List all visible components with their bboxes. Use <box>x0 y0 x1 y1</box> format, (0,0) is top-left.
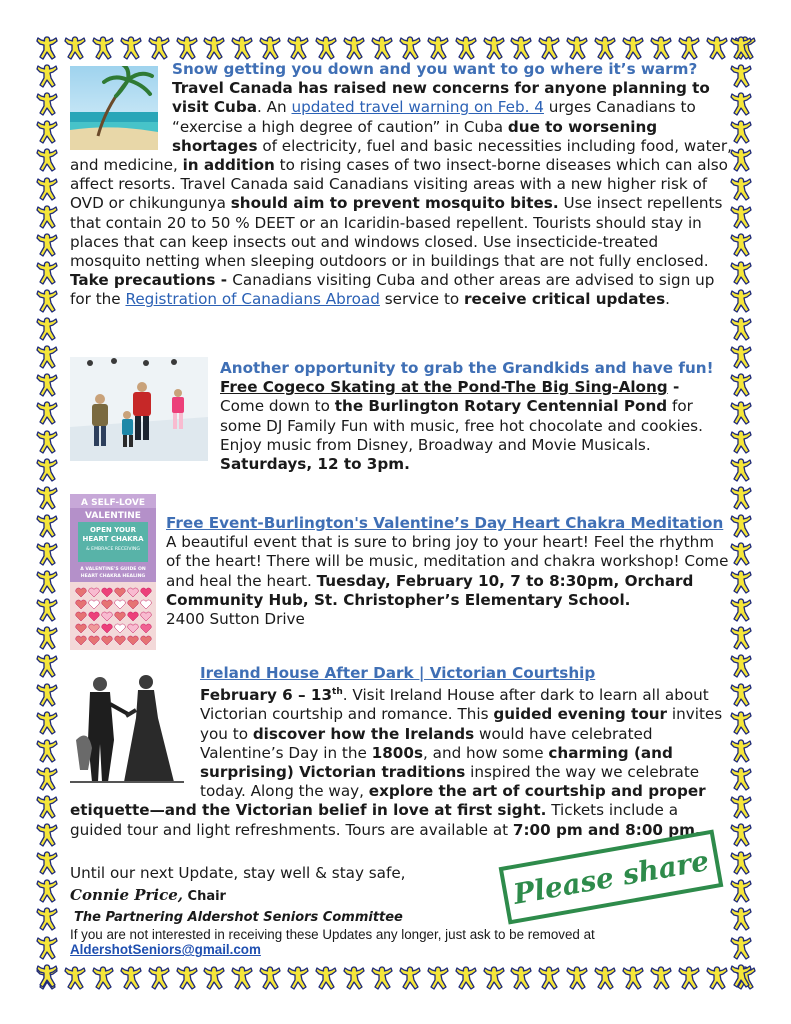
border-star-figure-icon <box>231 966 253 990</box>
cuba-lead: Travel Canada has raised new concerns for anyone planning to visit Cuba <box>172 79 710 117</box>
border-star-figure-icon <box>730 598 752 622</box>
border-star-figure-icon <box>259 36 281 60</box>
skating-section <box>70 357 732 474</box>
skating-time: Saturdays, 12 to 3pm. <box>220 455 410 474</box>
border-star-figure-icon <box>650 36 672 60</box>
border-star-figure-icon <box>730 711 752 735</box>
valentine-text: A beautiful event that is sure to bring joy to your heart! Feel the rhythm of the heart! There will be music, meditation and chakra workshop! Come and heal the heart. <box>166 533 729 590</box>
border-star-figure-icon <box>730 683 752 707</box>
border-star-figure-icon <box>371 36 393 60</box>
valentine-details: Tuesday, February 10, 7 to 8:30pm, Orchard Community Hub, St. Christopher’s Elementary School. <box>166 571 694 609</box>
book-line7: HEART CHAKRA HEALING <box>80 574 146 579</box>
border-star-figure-icon <box>730 345 752 369</box>
valentine-section <box>70 494 732 654</box>
border-star-figure-icon <box>594 36 616 60</box>
border-star-figure-icon <box>455 966 477 990</box>
border-star-figure-icon <box>36 626 58 650</box>
border-star-figure-icon <box>36 654 58 678</box>
border-star-figure-icon <box>36 373 58 397</box>
book-line3: OPEN YOUR <box>89 526 137 534</box>
border-star-figure-icon <box>36 739 58 763</box>
book-line5: & EMBRACE RECEIVING <box>86 547 140 552</box>
book-line1: A SELF-LOVE <box>80 498 146 508</box>
valentine-address: 2400 Sutton Drive <box>166 610 305 629</box>
border-star-figure-icon <box>36 345 58 369</box>
border-star-figure-icon <box>36 542 58 566</box>
committee-name: The Partnering Aldershot Seniors Committee <box>74 910 403 926</box>
border-star-figure-icon <box>36 879 58 903</box>
border-star-figure-icon <box>36 767 58 791</box>
registration-link[interactable]: Registration of Canadians Abroad <box>125 290 380 309</box>
cuba-bold: should aim to prevent mosquito bites. <box>230 194 559 213</box>
border-star-figure-icon <box>36 289 58 313</box>
cuba-text: urges Canadians to “exercise a high degree of caution” in Cuba <box>172 98 696 136</box>
border-star-figure-icon <box>399 966 421 990</box>
cuba-text: Canadians visiting Cuba and other areas are advised to sign up for the <box>70 271 715 309</box>
book-line2: VALENTINE <box>85 511 141 521</box>
victorian-couple-image <box>70 670 184 788</box>
border-star-figure-icon <box>510 36 532 60</box>
border-star-figure-icon <box>36 177 58 201</box>
border-star-figure-icon <box>730 36 752 60</box>
border-star-figure-icon <box>231 36 253 60</box>
valentine-book-cover <box>70 494 156 650</box>
border-star-figure-icon <box>36 598 58 622</box>
border-star-figure-icon <box>36 823 58 847</box>
cuba-text: . <box>665 290 670 309</box>
border-star-figure-icon <box>730 317 752 341</box>
border-star-figure-icon <box>706 966 728 990</box>
border-star-figure-icon <box>730 401 752 425</box>
border-star-figure-icon <box>730 120 752 144</box>
ireland-bold: guided evening tour <box>493 705 668 724</box>
border-star-figure-icon <box>730 936 752 960</box>
closing-line: Until our next Update, stay well & stay safe, <box>70 864 406 882</box>
ireland-bold: discover how the Irelands <box>252 724 475 743</box>
skating-heading: Another opportunity to grab the Grandkids and have fun! <box>220 359 714 377</box>
ireland-bold: 1800s <box>371 743 423 762</box>
border-star-figure-icon <box>36 851 58 875</box>
border-star-figure-icon <box>730 261 752 285</box>
border-star-figure-icon <box>427 36 449 60</box>
border-star-figure-icon <box>566 966 588 990</box>
border-star-figure-icon <box>36 514 58 538</box>
border-star-figure-icon <box>730 851 752 875</box>
border-star-figure-icon <box>650 966 672 990</box>
border-star-figure-icon <box>730 289 752 313</box>
border-star-figure-icon <box>730 739 752 763</box>
ireland-times: 7:00 pm and 8:00 pm. <box>512 820 701 839</box>
skating-text: for some DJ Family Fun with music, free hot chocolate and cookies. Enjoy music from Disney, Broadway and Movie Musicals. <box>220 397 703 454</box>
border-star-figure-icon <box>678 966 700 990</box>
border-star-figure-icon <box>730 823 752 847</box>
border-star-figure-icon <box>36 430 58 454</box>
ireland-text: invites you to <box>200 705 723 743</box>
border-star-figure-icon <box>36 64 58 88</box>
border-star-figure-icon <box>148 966 170 990</box>
border-star-figure-icon <box>36 233 58 257</box>
border-star-figure-icon <box>36 92 58 116</box>
cuba-text: . An <box>256 98 292 117</box>
border-star-figure-icon <box>730 654 752 678</box>
border-star-figure-icon <box>343 966 365 990</box>
border-star-figure-icon <box>315 966 337 990</box>
border-star-figure-icon <box>399 36 421 60</box>
ireland-text: . Visit Ireland House after dark to learn all about Victorian courtship and romance. This <box>200 686 709 724</box>
border-star-figure-icon <box>176 36 198 60</box>
border-star-figure-icon <box>730 879 752 903</box>
border-star-figure-icon <box>622 966 644 990</box>
skating-text: Come down to <box>220 397 335 416</box>
border-star-figure-icon <box>36 458 58 482</box>
border-star-figure-icon <box>730 964 752 988</box>
border-star-figure-icon <box>730 430 752 454</box>
border-star-figure-icon <box>36 401 58 425</box>
ireland-text: Tickets include a guided tour and light refreshments. Tours are available at <box>70 801 679 839</box>
border-star-figure-icon <box>36 964 58 988</box>
cuba-text: of electricity, fuel and basic necessities including food, water, and medicine, <box>70 136 732 175</box>
border-star-figure-icon <box>730 570 752 594</box>
cuba-text: Use insect repellents that contain 20 to 50 % DEET or an Icaridin-based repellent. Tourists should stay in places that can keep insects out and windows closed. Use insecticide-treated mosquito netting when sleeping outdoors or in buildings that are not fully enclosed. <box>70 194 723 271</box>
cuba-paragraph <box>70 60 732 310</box>
signature-role: Chair <box>183 889 226 905</box>
border-star-figure-icon <box>455 36 477 60</box>
border-star-figure-icon <box>148 36 170 60</box>
border-star-figure-icon <box>371 966 393 990</box>
border-star-figure-icon <box>622 36 644 60</box>
border-star-figure-icon <box>483 36 505 60</box>
border-star-figure-icon <box>730 486 752 510</box>
ireland-text: , and how some <box>422 743 549 762</box>
border-star-figure-icon <box>36 570 58 594</box>
border-star-figure-icon <box>259 966 281 990</box>
border-star-figure-icon <box>730 177 752 201</box>
travel-warning-link[interactable]: updated travel warning on Feb. 4 <box>291 98 544 117</box>
border-right <box>730 36 756 988</box>
border-star-figure-icon <box>64 966 86 990</box>
border-star-figure-icon <box>730 907 752 931</box>
ireland-date-suffix: th <box>332 687 343 698</box>
border-star-figure-icon <box>538 36 560 60</box>
border-star-figure-icon <box>730 514 752 538</box>
border-top <box>36 36 756 62</box>
ireland-bold: charming (and surprising) Victorian traditions <box>200 743 673 782</box>
border-star-figure-icon <box>730 64 752 88</box>
border-star-figure-icon <box>730 542 752 566</box>
border-star-figure-icon <box>36 795 58 819</box>
skating-family-image <box>70 357 208 461</box>
border-bottom <box>36 966 756 992</box>
border-star-figure-icon <box>36 936 58 960</box>
border-star-figure-icon <box>36 148 58 172</box>
border-star-figure-icon <box>730 373 752 397</box>
border-star-figure-icon <box>730 233 752 257</box>
precautions-label: Take precautions - <box>70 271 233 290</box>
valentine-title: Free Event-Burlington's Valentine’s Day Heart Chakra Meditation <box>166 514 724 532</box>
cuba-section <box>70 60 732 310</box>
border-star-figure-icon <box>730 458 752 482</box>
beach-palm-image <box>70 66 158 150</box>
border-star-figure-icon <box>92 966 114 990</box>
border-star-figure-icon <box>510 966 532 990</box>
border-star-figure-icon <box>730 205 752 229</box>
border-star-figure-icon <box>566 36 588 60</box>
border-star-figure-icon <box>36 36 58 60</box>
border-star-figure-icon <box>287 36 309 60</box>
border-star-figure-icon <box>203 966 225 990</box>
ireland-title: Ireland House After Dark | Victorian Courtship <box>200 664 596 682</box>
border-star-figure-icon <box>730 148 752 172</box>
border-star-figure-icon <box>706 36 728 60</box>
border-star-figure-icon <box>36 711 58 735</box>
skating-dash: - <box>667 378 680 397</box>
ireland-text: inspired the way we celebrate today. Along the way, <box>200 763 700 801</box>
email-link[interactable]: AldershotSeniors@gmail.com <box>70 942 261 958</box>
border-star-figure-icon <box>427 966 449 990</box>
border-star-figure-icon <box>64 36 86 60</box>
skating-title: Free Cogeco Skating at the Pond-The Big Sing-Along <box>220 378 668 397</box>
border-star-figure-icon <box>538 966 560 990</box>
border-star-figure-icon <box>36 205 58 229</box>
border-star-figure-icon <box>730 92 752 116</box>
border-star-figure-icon <box>36 907 58 931</box>
ireland-text: would have celebrated Valentine’s Day in the <box>200 724 653 762</box>
cuba-text: to rising cases of two insect-borne diseases which can also affect resorts. Travel Canada said Canadians visiting areas with a new higher risk of OVD or chikungunya <box>70 156 728 213</box>
cuba-text: service to <box>379 290 465 309</box>
cuba-heading: Snow getting you down and you want to go where it’s warm? <box>172 60 698 78</box>
border-star-figure-icon <box>36 261 58 285</box>
valentine-paragraph <box>70 494 732 629</box>
border-left <box>36 36 62 988</box>
cuba-bold: in addition <box>182 156 275 175</box>
book-line6: A VALENTINE'S GUIDE ON <box>80 567 146 572</box>
border-star-figure-icon <box>36 317 58 341</box>
ireland-bold: explore the art of courtship and proper etiquette—and the Victorian belief in love at first sight. <box>70 782 706 820</box>
border-star-figure-icon <box>203 36 225 60</box>
border-star-figure-icon <box>730 767 752 791</box>
border-star-figure-icon <box>120 966 142 990</box>
cuba-bold: receive critical updates <box>464 290 666 309</box>
border-star-figure-icon <box>594 966 616 990</box>
border-star-figure-icon <box>36 683 58 707</box>
border-star-figure-icon <box>36 486 58 510</box>
border-star-figure-icon <box>343 36 365 60</box>
stamp-text: Please share <box>510 843 712 911</box>
border-star-figure-icon <box>92 36 114 60</box>
border-star-figure-icon <box>730 626 752 650</box>
border-star-figure-icon <box>678 36 700 60</box>
border-star-figure-icon <box>120 36 142 60</box>
border-star-figure-icon <box>176 966 198 990</box>
ireland-date: February 6 – 13 <box>200 686 333 705</box>
border-star-figure-icon <box>730 795 752 819</box>
ireland-section <box>70 664 732 840</box>
border-star-figure-icon <box>483 966 505 990</box>
unsubscribe-note: If you are not interested in receiving these Updates any longer, just ask to be removed at <box>70 927 595 943</box>
border-star-figure-icon <box>36 120 58 144</box>
cuba-bold: due to worsening shortages <box>172 117 658 155</box>
skating-location: the Burlington Rotary Centennial Pond <box>334 397 668 416</box>
book-line4: HEART CHAKRA <box>82 535 144 543</box>
border-star-figure-icon <box>315 36 337 60</box>
border-star-figure-icon <box>287 966 309 990</box>
signature-name: Connie Price, <box>70 886 183 905</box>
